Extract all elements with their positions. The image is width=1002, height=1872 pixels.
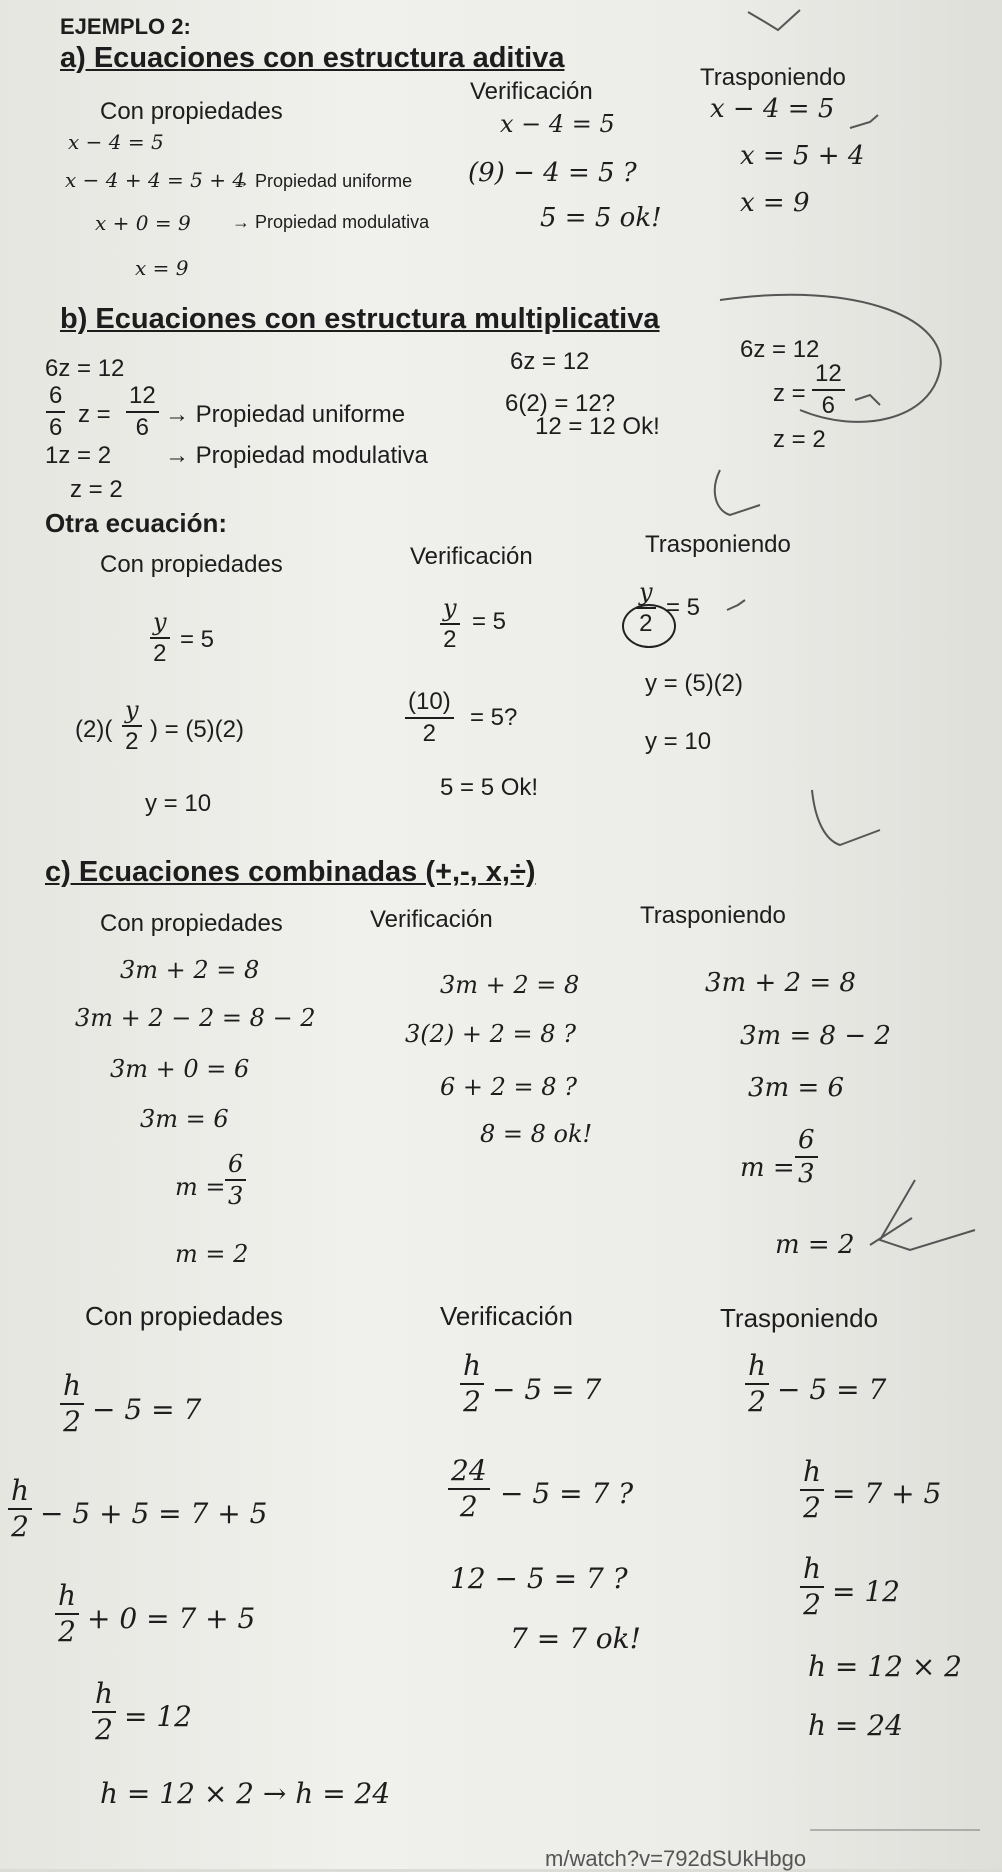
equation-line: = 12 [124,1700,192,1733]
equation-line: x + 0 = 9 [95,211,191,235]
equation-line: − 5 = 7 ? [500,1477,634,1510]
equation-line: 3(2) + 2 = 8 ? [405,1020,577,1048]
equation-line: 3m + 2 = 8 [440,971,580,999]
equation-line: z = [78,401,111,428]
fraction: $\frac{h}{2}$ [92,1680,116,1744]
col-header-trasponiendo: Trasponiendo [640,902,786,929]
equation-line: 7 = 7 ok! [510,1622,641,1655]
property-label: → Propiedad uniforme [232,171,413,191]
equation-line: 5 = 5 ok! [540,203,662,233]
equation-line: 6(2) = 12? [505,390,616,417]
col-header-propiedades: Con propiedades [100,910,283,937]
check-mark [748,10,800,30]
equation-line: − 5 = 7 [492,1373,602,1406]
col-header-propiedades: Con propiedades [85,1301,284,1331]
equation-line: m = [175,1173,226,1201]
equation-line: x = 5 + 4 [740,141,865,171]
equation-line: + 0 = 7 + 5 [87,1602,256,1635]
equation-line: = 5 [472,608,507,635]
section-a-heading: a) Ecuaciones con estructura aditiva [60,42,565,74]
equation-line: 1z = 2 [45,442,112,469]
fraction: $\frac{y}{2}$ [122,698,142,754]
equation-line: h = 24 [808,1709,903,1742]
equation-line: x − 4 = 5 [710,94,835,124]
equation-line: 3m = 8 − 2 [740,1021,891,1051]
fraction: $\frac{12}{6}$ [812,362,845,418]
equation-line: 6z = 12 [740,336,820,363]
equation-line: = 7 + 5 [832,1477,942,1510]
equation-line: = 5 [180,626,215,653]
section-otra-heading: Otra ecuación: [45,508,228,538]
fraction: $\frac{y}{2}$ [636,580,656,636]
fraction: $\frac{h}{2}$ [55,1582,79,1646]
equation-line: m = 2 [775,1230,855,1260]
check-mark [850,115,878,128]
check-mark [812,790,880,845]
equation-line: z = [773,380,806,407]
col-header-trasponiendo: Trasponiendo [645,531,791,558]
equation-line: m = [740,1153,795,1183]
fraction: $\frac{h}{2}$ [60,1372,84,1436]
fraction: $\frac{h}{2}$ [800,1458,824,1522]
fraction: $\frac{24}{2}$ [448,1457,490,1521]
property-label: → Propiedad uniforme [165,401,406,428]
fraction: $\frac{(10)}{2}$ [405,690,454,746]
property-label: → Propiedad modulativa [165,442,428,469]
fraction: $\frac{h}{2}$ [800,1555,824,1619]
fraction: $\frac{6}{3}$ [795,1127,818,1187]
check-mark [880,1180,975,1250]
col-header-verificacion: Verificación [440,1301,573,1331]
equation-line: = 5 [666,594,701,621]
equation-line: 6z = 12 [510,348,590,375]
equation-line: = 5? [470,704,518,731]
col-header-trasponiendo: Trasponiendo [700,64,846,91]
equation-line: y = 10 [145,790,212,817]
fraction: $\frac{6}{3}$ [225,1152,246,1208]
equation-line: − 5 = 7 [777,1373,887,1406]
equation-line: − 5 = 7 [92,1393,202,1426]
equation-line: 3m + 2 − 2 = 8 − 2 [75,1004,316,1032]
equation-line: y = 10 [645,728,712,755]
page-title: EJEMPLO 2: [60,14,191,39]
equation-line: 5 = 5 Ok! [440,774,539,801]
fraction: $\frac{y}{2}$ [150,610,170,666]
col-header-verificacion: Verificación [370,906,493,933]
equation-line: x − 4 + 4 = 5 + 4 [65,168,246,192]
footer-url-text: m/watch?v=792dSUkHbgo [545,1846,807,1871]
equation-line: h = 12 × 2 [808,1650,962,1683]
equation-line: 3m = 6 [140,1105,229,1133]
check-mark [855,395,880,405]
equation-line: 6 + 2 = 8 ? [440,1073,578,1101]
col-header-verificacion: Verificación [470,78,593,105]
equation-line: (2)( [75,716,113,743]
equation-line: ) = (5)(2) [150,716,245,743]
equation-line: 12 − 5 = 7 ? [450,1562,628,1595]
equation-line: y = (5)(2) [645,670,744,697]
equation-line: = 12 [832,1575,900,1608]
equation-line: 3m + 2 = 8 [120,956,260,984]
equation-line: z = 2 [70,476,123,503]
section-b-heading: b) Ecuaciones con estructura multiplicativa [60,303,660,335]
fraction: $\frac{6}{6}$ [46,384,65,440]
equation-line: x − 4 = 5 [68,130,164,154]
equation-line: 3m + 2 = 8 [705,968,856,998]
equation-line: 6z = 12 [45,355,125,382]
equation-line: z = 2 [773,426,826,453]
fraction: $\frac{h}{2}$ [745,1352,769,1416]
property-label: → Propiedad modulativa [232,212,430,232]
equation-line: 8 = 8 ok! [480,1120,593,1148]
fraction: $\frac{y}{2}$ [440,596,460,652]
equation-line: x = 9 [740,188,810,218]
equation-line: (9) − 4 = 5 ? [468,158,637,188]
col-header-trasponiendo: Trasponiendo [720,1303,879,1333]
equation-line: h = 12 × 2 → h = 24 [100,1777,391,1810]
col-header-verificacion: Verificación [410,543,533,570]
equation-line: − 5 + 5 = 7 + 5 [40,1497,268,1530]
arrow-mark [727,600,745,610]
equation-line: 12 = 12 Ok! [535,413,660,440]
equation-line: m = 2 [175,1240,249,1268]
equation-line: x = 9 [135,256,189,280]
section-c-heading: c) Ecuaciones combinadas (+,-, x,÷) [45,856,536,888]
col-header-propiedades: Con propiedades [100,551,283,578]
col-header-propiedades: Con propiedades [100,98,283,125]
equation-line: 3m + 0 = 6 [110,1055,250,1083]
equation-line: 3m = 6 [748,1073,845,1103]
check-mark [715,470,760,515]
equation-line: x − 4 = 5 [500,110,615,138]
fraction: $\frac{h}{2}$ [460,1352,484,1416]
fraction: $\frac{12}{6}$ [126,384,159,440]
fraction: $\frac{h}{2}$ [8,1477,32,1541]
